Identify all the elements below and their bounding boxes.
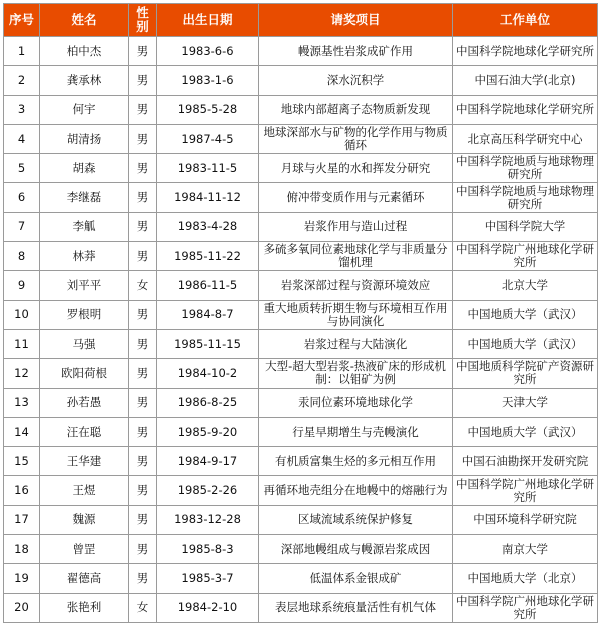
cell-project: 深部地幔组成与幔源岩浆成因	[259, 535, 453, 564]
awardees-table	[3, 3, 598, 623]
cell-index: 10	[4, 300, 40, 329]
cell-name: 柏中杰	[40, 37, 129, 66]
cell-project: 汞同位素环境地球化学	[259, 388, 453, 417]
cell-gender: 男	[129, 535, 157, 564]
cell-index: 11	[4, 329, 40, 358]
table-row	[4, 476, 598, 505]
cell-index: 13	[4, 388, 40, 417]
cell-name: 王华建	[40, 447, 129, 476]
cell-name: 李继磊	[40, 183, 129, 212]
cell-index: 9	[4, 271, 40, 300]
cell-gender: 男	[129, 95, 157, 124]
cell-index: 16	[4, 476, 40, 505]
cell-project: 俯冲带变质作用与元素循环	[259, 183, 453, 212]
cell-gender: 男	[129, 212, 157, 241]
cell-birthdate: 1983-6-6	[157, 37, 259, 66]
table-row	[4, 300, 598, 329]
cell-project: 地球深部水与矿物的化学作用与物质循环	[259, 124, 453, 153]
cell-birthdate: 1985-11-15	[157, 329, 259, 358]
cell-gender: 男	[129, 300, 157, 329]
table-row	[4, 564, 598, 593]
cell-project: 重大地质转折期生物与环境相互作用与协同演化	[259, 300, 453, 329]
cell-gender: 男	[129, 447, 157, 476]
cell-name: 汪在聪	[40, 417, 129, 446]
cell-birthdate: 1985-3-7	[157, 564, 259, 593]
cell-name: 龚承林	[40, 66, 129, 95]
cell-name: 孙若愚	[40, 388, 129, 417]
cell-gender: 女	[129, 271, 157, 300]
cell-unit: 中国科学院广州地球化学研究所	[453, 476, 598, 505]
cell-gender: 男	[129, 476, 157, 505]
cell-gender: 男	[129, 242, 157, 271]
cell-birthdate: 1985-9-20	[157, 417, 259, 446]
cell-name: 曾罡	[40, 535, 129, 564]
cell-index: 17	[4, 505, 40, 534]
cell-unit: 中国地质大学（武汉）	[453, 329, 598, 358]
cell-project: 再循环地壳组分在地幔中的熔融行为	[259, 476, 453, 505]
cell-name: 马强	[40, 329, 129, 358]
cell-birthdate: 1984-2-10	[157, 593, 259, 622]
cell-project: 月球与火星的水和挥发分研究	[259, 154, 453, 183]
cell-gender: 男	[129, 564, 157, 593]
cell-unit: 中国科学院地球化学研究所	[453, 95, 598, 124]
cell-gender: 男	[129, 388, 157, 417]
cell-project: 岩浆过程与大陆演化	[259, 329, 453, 358]
cell-index: 5	[4, 154, 40, 183]
header-unit: 工作单位	[453, 4, 598, 37]
cell-gender: 男	[129, 124, 157, 153]
header-project: 请奖项目	[259, 4, 453, 37]
cell-name: 李觚	[40, 212, 129, 241]
cell-gender: 男	[129, 417, 157, 446]
cell-unit: 中国地质科学院矿产资源研究所	[453, 359, 598, 388]
cell-gender: 男	[129, 66, 157, 95]
cell-index: 4	[4, 124, 40, 153]
cell-unit: 南京大学	[453, 535, 598, 564]
table-row	[4, 212, 598, 241]
cell-index: 7	[4, 212, 40, 241]
cell-project: 幔源基性岩浆成矿作用	[259, 37, 453, 66]
cell-birthdate: 1985-11-22	[157, 242, 259, 271]
table-row	[4, 183, 598, 212]
cell-index: 2	[4, 66, 40, 95]
cell-unit: 中国科学院地质与地球物理研究所	[453, 154, 598, 183]
cell-index: 18	[4, 535, 40, 564]
cell-name: 翟德高	[40, 564, 129, 593]
cell-unit: 天津大学	[453, 388, 598, 417]
cell-unit: 中国地质大学（武汉）	[453, 300, 598, 329]
cell-gender: 女	[129, 593, 157, 622]
cell-gender: 男	[129, 37, 157, 66]
table-body	[4, 37, 598, 623]
cell-birthdate: 1983-12-28	[157, 505, 259, 534]
cell-birthdate: 1987-4-5	[157, 124, 259, 153]
table-row	[4, 388, 598, 417]
header-index: 序号	[4, 4, 40, 37]
cell-project: 多硫多氧同位素地球化学与非质量分馏机理	[259, 242, 453, 271]
cell-birthdate: 1985-2-26	[157, 476, 259, 505]
header-birthdate: 出生日期	[157, 4, 259, 37]
cell-index: 20	[4, 593, 40, 622]
cell-birthdate: 1984-9-17	[157, 447, 259, 476]
cell-birthdate: 1986-11-5	[157, 271, 259, 300]
table-row	[4, 593, 598, 622]
table-row	[4, 329, 598, 358]
cell-index: 19	[4, 564, 40, 593]
cell-gender: 男	[129, 183, 157, 212]
cell-unit: 北京大学	[453, 271, 598, 300]
cell-index: 12	[4, 359, 40, 388]
cell-index: 15	[4, 447, 40, 476]
table-row	[4, 505, 598, 534]
cell-unit: 中国石油大学(北京)	[453, 66, 598, 95]
cell-name: 张艳利	[40, 593, 129, 622]
table-row	[4, 37, 598, 66]
cell-gender: 男	[129, 359, 157, 388]
table-row	[4, 359, 598, 388]
cell-name: 魏源	[40, 505, 129, 534]
cell-unit: 中国石油勘探开发研究院	[453, 447, 598, 476]
cell-project: 行星早期增生与壳幔演化	[259, 417, 453, 446]
cell-gender: 男	[129, 154, 157, 183]
table-header	[4, 4, 598, 37]
header-row	[4, 4, 598, 37]
cell-name: 何宇	[40, 95, 129, 124]
cell-index: 3	[4, 95, 40, 124]
cell-unit: 中国科学院广州地球化学研究所	[453, 242, 598, 271]
table-row	[4, 535, 598, 564]
cell-unit: 中国环境科学研究院	[453, 505, 598, 534]
header-gender: 性别	[129, 4, 157, 37]
cell-unit: 中国科学院大学	[453, 212, 598, 241]
table-row	[4, 271, 598, 300]
table-row	[4, 66, 598, 95]
cell-project: 有机质富集生烃的多元相互作用	[259, 447, 453, 476]
table-row	[4, 95, 598, 124]
cell-birthdate: 1985-8-3	[157, 535, 259, 564]
table-row	[4, 124, 598, 153]
cell-name: 罗根明	[40, 300, 129, 329]
cell-name: 胡森	[40, 154, 129, 183]
cell-birthdate: 1986-8-25	[157, 388, 259, 417]
cell-name: 刘平平	[40, 271, 129, 300]
table-row	[4, 242, 598, 271]
cell-index: 1	[4, 37, 40, 66]
header-name: 姓名	[40, 4, 129, 37]
cell-index: 6	[4, 183, 40, 212]
cell-name: 王煜	[40, 476, 129, 505]
awardees-table-container	[3, 3, 598, 623]
cell-birthdate: 1984-8-7	[157, 300, 259, 329]
cell-birthdate: 1983-1-6	[157, 66, 259, 95]
cell-unit: 中国科学院地球化学研究所	[453, 37, 598, 66]
cell-unit: 中国科学院地质与地球物理研究所	[453, 183, 598, 212]
cell-unit: 中国科学院广州地球化学研究所	[453, 593, 598, 622]
cell-project: 大型-超大型岩浆-热液矿床的形成机制：以钼矿为例	[259, 359, 453, 388]
cell-name: 胡清扬	[40, 124, 129, 153]
cell-unit: 中国地质大学（武汉）	[453, 417, 598, 446]
table-row	[4, 447, 598, 476]
cell-name: 林莽	[40, 242, 129, 271]
cell-project: 岩浆作用与造山过程	[259, 212, 453, 241]
cell-project: 表层地球系统痕量活性有机气体	[259, 593, 453, 622]
cell-birthdate: 1984-10-2	[157, 359, 259, 388]
table-row	[4, 154, 598, 183]
cell-index: 8	[4, 242, 40, 271]
cell-birthdate: 1983-4-28	[157, 212, 259, 241]
cell-gender: 男	[129, 329, 157, 358]
cell-name: 欧阳荷根	[40, 359, 129, 388]
cell-birthdate: 1983-11-5	[157, 154, 259, 183]
cell-project: 区域流域系统保护修复	[259, 505, 453, 534]
cell-gender: 男	[129, 505, 157, 534]
cell-project: 岩浆深部过程与资源环境效应	[259, 271, 453, 300]
cell-birthdate: 1984-11-12	[157, 183, 259, 212]
cell-project: 深水沉积学	[259, 66, 453, 95]
cell-unit: 北京高压科学研究中心	[453, 124, 598, 153]
cell-project: 地球内部超离子态物质新发现	[259, 95, 453, 124]
table-row	[4, 417, 598, 446]
cell-unit: 中国地质大学（北京）	[453, 564, 598, 593]
cell-birthdate: 1985-5-28	[157, 95, 259, 124]
cell-project: 低温体系金银成矿	[259, 564, 453, 593]
cell-index: 14	[4, 417, 40, 446]
